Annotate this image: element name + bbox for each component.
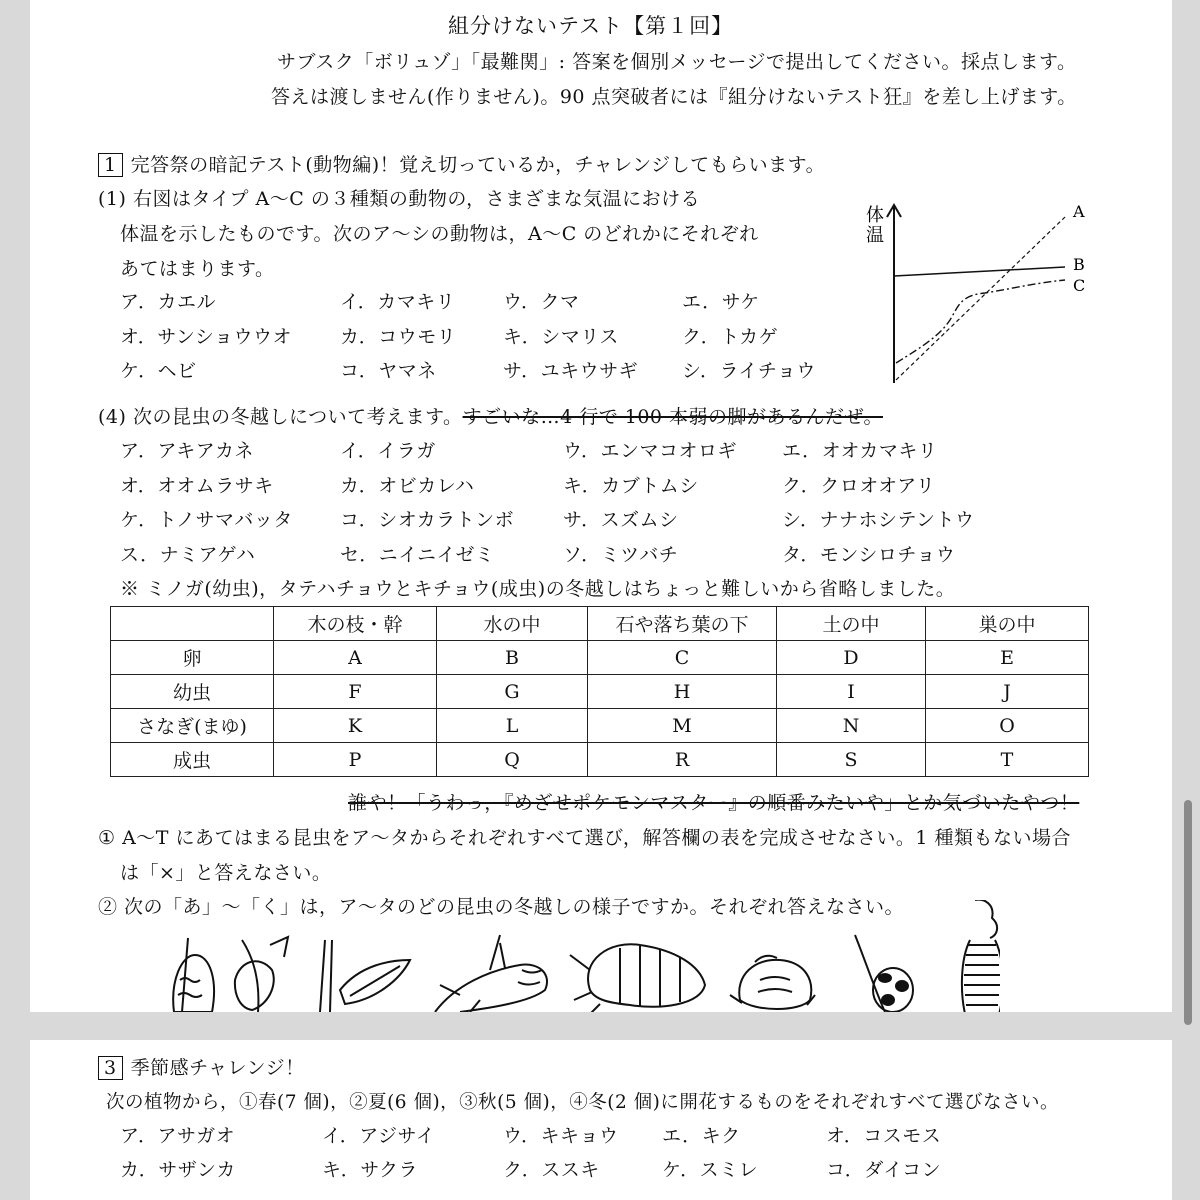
table-row (111, 641, 1089, 675)
animal-option: エ．サケ (682, 291, 760, 313)
plant-option: ア．アサガオ (120, 1125, 236, 1147)
table-cell: E (926, 641, 1089, 675)
plant-option: オ．コスモス (826, 1125, 942, 1147)
table-cell: T (926, 743, 1089, 777)
table-cell: L (437, 709, 588, 743)
animal-option: キ．シマリス (503, 326, 619, 348)
animal-option: シ．ライチョウ (682, 360, 816, 382)
table-cell: K (274, 709, 437, 743)
question-3-heading (98, 1056, 305, 1080)
plant-option: ウ．キキョウ (503, 1125, 619, 1147)
animal-option: ア．カエル (120, 291, 216, 313)
question-1-heading (98, 153, 825, 177)
insect-option: エ．オオカマキリ (782, 440, 938, 462)
insect-option: サ．スズムシ (563, 509, 679, 531)
plant-option: キ．サクラ (322, 1159, 418, 1181)
plant-option: イ．アジサイ (322, 1125, 436, 1147)
table-row (111, 709, 1089, 743)
table-row-label: 成虫 (111, 743, 274, 777)
animal-option: ウ．クマ (503, 291, 580, 313)
sub4-question-1a: ① A〜T にあてはまる昆虫をア〜タからそれぞれすべて選び，解答欄の表を完成させなさい。1 種類もない場合 (98, 827, 1071, 849)
worksheet-page-2 (30, 1040, 1172, 1200)
insect-option: セ．ニイニイゼミ (340, 544, 495, 566)
question-3-title: 季節感チャレンジ！ (130, 1057, 305, 1079)
table-cell: H (588, 675, 777, 709)
animal-option: サ．ユキウサギ (503, 360, 639, 382)
insect-option: コ．シオカラトンボ (340, 509, 515, 531)
sub4-question-2: ② 次の「あ」〜「く」は，ア〜タのどの昆虫の冬越しの様子ですか。それぞれ答えなさい。 (98, 896, 905, 918)
cicada-nymph-illustration (730, 956, 815, 1009)
submission-instructions: サブスク「ボリュゾ」「最難関」: 答案を個別メッセージで提出してください。採点します。 (277, 51, 1077, 73)
insect-option: ウ．エンマコオロギ (563, 440, 737, 462)
table-strikethrough-joke: 誰や！「うわっ，『めざせポケモンマスター』の順番みたいや」とか気づいたやつ！ (348, 792, 1080, 814)
animal-option: イ．カマキリ (340, 291, 456, 313)
sub4-heading (98, 405, 883, 429)
mantis-larva-illustration (435, 935, 547, 1012)
plant-option: ク．ススキ (503, 1159, 600, 1181)
table-cell: G (437, 675, 588, 709)
graph-line-b (894, 267, 1065, 276)
sub1-line3: あてはまります。 (120, 258, 275, 280)
table-header-cell: 石や落ち葉の下 (588, 607, 777, 641)
graph-ylabel-top: 体 (866, 205, 884, 226)
plant-option: ケ．スミレ (662, 1159, 759, 1181)
table-cell: C (588, 641, 777, 675)
insect-option: キ．カブトムシ (563, 475, 699, 497)
graph-label-b: B (1073, 255, 1085, 274)
table-row-label: 卵 (111, 641, 274, 675)
question-3-number: 3 (98, 1056, 123, 1080)
graph-label-a: A (1073, 202, 1085, 221)
graph-label-c: C (1073, 276, 1086, 295)
graph-line-c (896, 280, 1065, 363)
insect-option: タ．モンシロチョウ (782, 544, 956, 566)
insect-option: オ．オオムラサキ (120, 475, 274, 497)
table-cell: P (274, 743, 437, 777)
ladybird-on-stem-illustration (855, 935, 913, 1012)
animal-option: オ．サンショウウオ (120, 326, 292, 348)
graph-ylabel-bottom: 温 (866, 225, 884, 246)
bagworm-case-illustration (962, 900, 1000, 1012)
animal-option: ケ．ヘビ (120, 360, 197, 382)
egg-mass-illustration (173, 938, 214, 1012)
table-cell: M (588, 709, 777, 743)
sub1-line1: (1) 右図はタイプ A〜C の３種類の動物の，さまざまな気温における (98, 188, 701, 210)
body-temperature-graph (860, 195, 1100, 390)
table-header-cell: 巣の中 (926, 607, 1089, 641)
table-cell: A (274, 641, 437, 675)
plant-option: エ．キク (662, 1125, 741, 1147)
insect-option: シ．ナナホシテントウ (782, 509, 975, 531)
beetle-larva-illustration (570, 944, 705, 1012)
worksheet-title: 組分けないテスト【第１回】 (448, 14, 734, 38)
sub4-note: ※ ミノガ(幼虫)，タテハチョウとキチョウ(成虫)の冬越しはちょっと難しいから省略しました。 (120, 578, 956, 600)
insect-option: ソ．ミツバチ (563, 544, 679, 566)
insect-option: ク．クロオオアリ (782, 475, 936, 497)
table-row (111, 675, 1089, 709)
plant-option: コ．ダイコン (826, 1159, 942, 1181)
insect-option: イ．イラガ (340, 440, 436, 462)
insect-option: ス．ナミアゲハ (120, 544, 256, 566)
table-cell: O (926, 709, 1089, 743)
overwintering-table (110, 606, 1089, 777)
animal-option: カ．コウモリ (340, 326, 457, 348)
vertical-scrollbar[interactable] (1184, 800, 1192, 1025)
question-3-instruction: 次の植物から，①春(7 個)，②夏(6 個)，③秋(5 個)，④冬(2 個)に開花するものをそれぞれすべて選びなさい。 (106, 1092, 1059, 1113)
table-header-cell (111, 607, 274, 641)
table-header-cell: 土の中 (777, 607, 926, 641)
table-row (111, 743, 1089, 777)
table-cell: D (777, 641, 926, 675)
sub1-line2: 体温を示したものです。次のア〜シの動物は，A〜C のどれかにそれぞれ (120, 223, 759, 245)
worksheet-page-1 (30, 0, 1172, 1012)
table-cell: B (437, 641, 588, 675)
table-cell: Q (437, 743, 588, 777)
table-cell: S (777, 743, 926, 777)
graph-line-a (896, 217, 1065, 380)
table-cell: F (274, 675, 437, 709)
leaf-on-stem-illustration (320, 940, 410, 1012)
prize-instructions: 答えは渡しません(作りません)。90 点突破者には『組分けないテスト狂』を差し上げます。 (271, 86, 1077, 108)
table-cell: I (777, 675, 926, 709)
insect-option: カ．オビカレハ (340, 475, 475, 497)
table-header-cell: 木の枝・幹 (274, 607, 437, 641)
overwintering-illustrations (160, 900, 1000, 1012)
animal-option: コ．ヤマネ (340, 360, 437, 382)
sub4-strikethrough-joke: すごいな…4 行で 100 本弱の脚があるんだぜ。 (462, 406, 883, 428)
question-1-number: 1 (98, 153, 123, 177)
animal-option: ク．トカゲ (682, 326, 779, 348)
insect-option: ケ．トノサマバッタ (120, 509, 293, 531)
insect-option: ア．アキアカネ (120, 440, 255, 462)
table-header-row (111, 607, 1089, 641)
table-cell: N (777, 709, 926, 743)
table-header-cell: 水の中 (437, 607, 588, 641)
table-row-label: 幼虫 (111, 675, 274, 709)
table-cell: J (926, 675, 1089, 709)
table-row-label: さなぎ(まゆ) (111, 709, 274, 743)
sub4-lead: (4) 次の昆虫の冬越しについて考えます。 (98, 406, 463, 428)
plant-option: カ．サザンカ (120, 1159, 236, 1181)
cocoon-on-twig-illustration (235, 937, 288, 1012)
table-cell: R (588, 743, 777, 777)
sub4-question-1b: は「×」と答えなさい。 (120, 862, 332, 884)
question-1-intro: 完答祭の暗記テスト(動物編)！覚え切っているか，チャレンジしてもらいます。 (130, 154, 826, 176)
